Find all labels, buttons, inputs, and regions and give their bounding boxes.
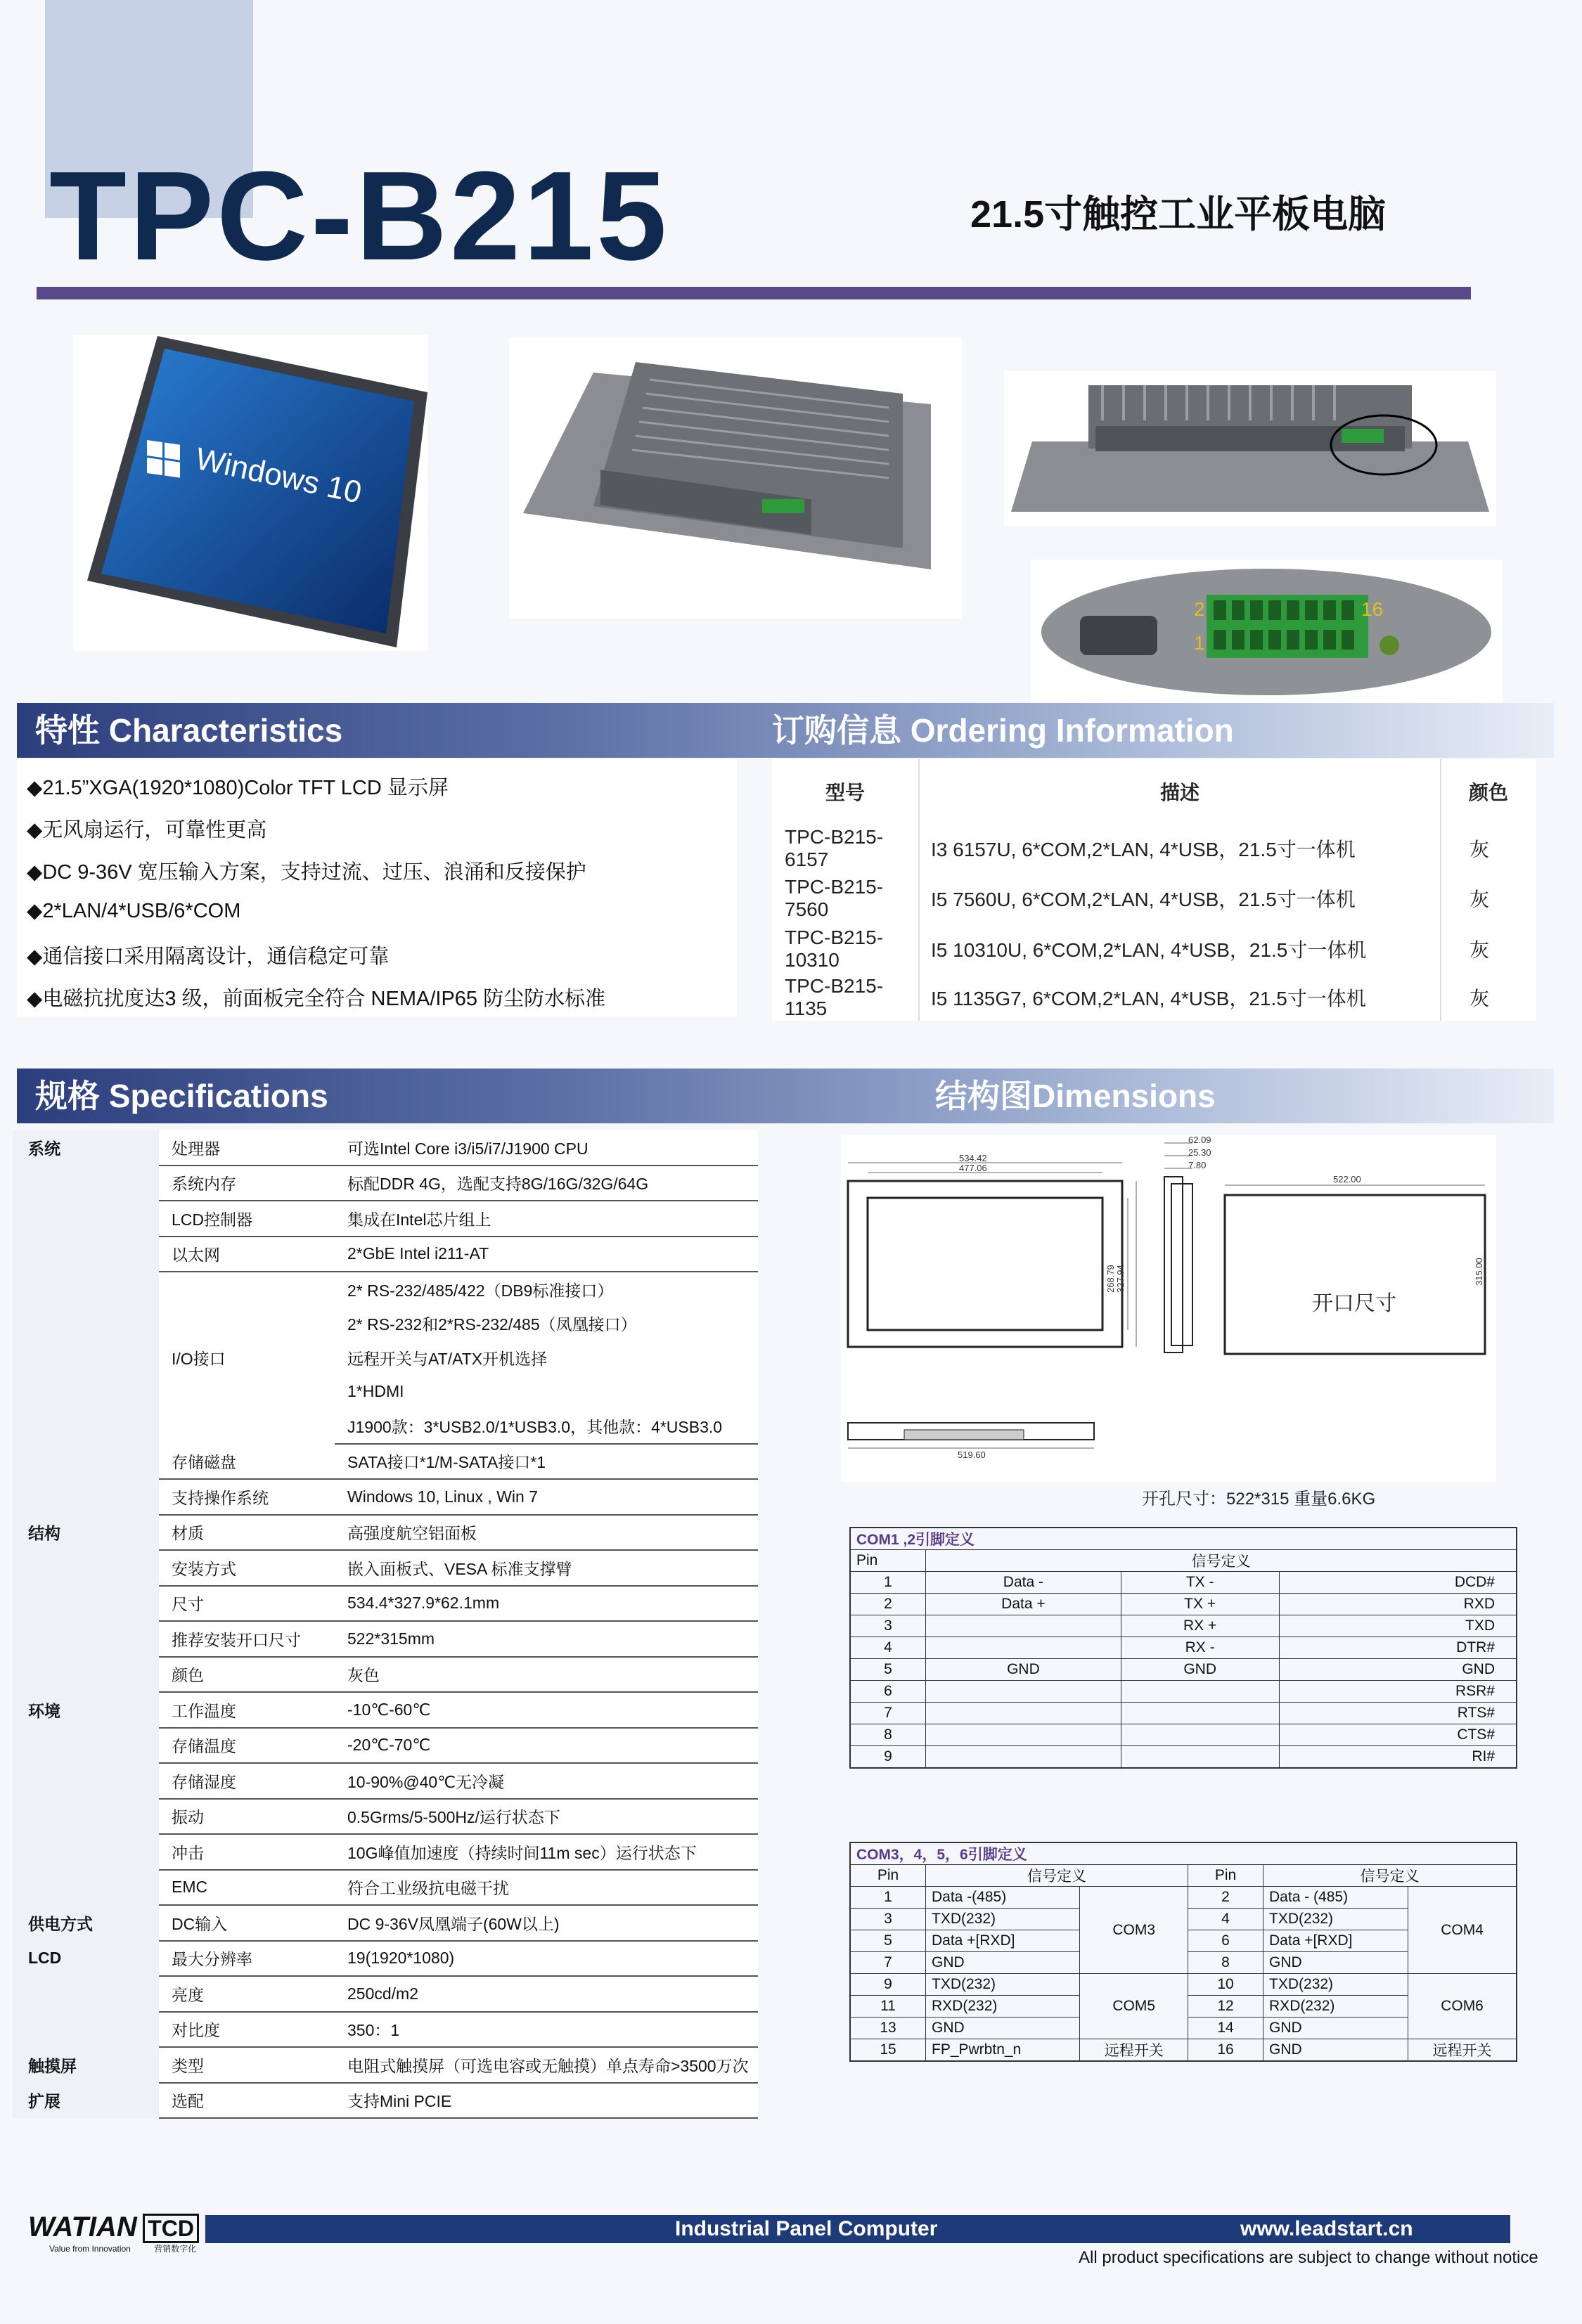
spec-name: 选配	[159, 2083, 335, 2119]
pin-signal: TX -	[1121, 1572, 1279, 1594]
pin-signal: TXD(232)	[1263, 1974, 1408, 1996]
spec-category	[13, 1237, 159, 1272]
table-row	[13, 1550, 758, 1586]
pin-number: 4	[1188, 1909, 1263, 1930]
dimension-drawing	[841, 1135, 1496, 1482]
table-row	[13, 1444, 758, 1480]
pin-signal: DTR#	[1279, 1637, 1517, 1659]
footer-bar	[205, 2215, 1510, 2243]
pin-number: 9	[850, 1746, 926, 1769]
ordering-table-wrap	[772, 759, 1536, 1021]
spec-value: 522*315mm	[335, 1621, 758, 1657]
spec-name: 对比度	[159, 2012, 335, 2048]
terminal-label-16: 16	[1361, 598, 1384, 620]
pin-number: 13	[850, 2018, 926, 2039]
spec-category: 触摸屏	[13, 2047, 159, 2083]
order-desc: I5 7560U, 6*COM,2*LAN, 4*USB，21.5寸一体机	[919, 873, 1441, 924]
table-row	[13, 1763, 758, 1799]
table-row	[13, 1341, 758, 1375]
pin-signal: GND	[926, 1952, 1080, 1974]
pin-number: 2	[1188, 1887, 1263, 1909]
pin-signal: Data -	[926, 1572, 1121, 1594]
char-text: DC 9-36V 宽压输入方案，支持过流、过压、浪涌和反接保护	[42, 861, 586, 884]
table-row	[13, 1237, 758, 1272]
spec-value: 可选Intel Core i3/i5/i7/J1900 CPU	[335, 1130, 758, 1166]
table-row	[850, 2039, 1517, 2062]
pin-signal: GND	[926, 1659, 1121, 1681]
char-item: ◆电磁抗扰度达3 级，前面板完全符合 NEMA/IP65 防尘防水标准	[27, 988, 606, 1010]
table-row	[772, 924, 1536, 974]
table-row	[850, 1703, 1517, 1724]
table-row	[850, 1887, 1517, 1909]
pin-signal: RX -	[1121, 1637, 1279, 1659]
com-group-label: 远程开关	[1408, 2039, 1517, 2062]
spec-value: 10-90%@40℃无冷凝	[335, 1763, 758, 1799]
windows-logo-text: Windows 10	[192, 441, 365, 510]
pin-signal: RXD	[1279, 1594, 1517, 1615]
order-desc: I5 10310U, 6*COM,2*LAN, 4*USB，21.5寸一体机	[919, 924, 1441, 974]
spec-category: LCD	[13, 1941, 159, 1977]
pin-signal	[1121, 1746, 1279, 1769]
pin-signal: TXD(232)	[926, 1974, 1080, 1996]
photo-rear-ports	[1004, 371, 1496, 526]
spec-value: 支持Mini PCIE	[335, 2083, 758, 2119]
com36-pin-table-wrap	[849, 1842, 1517, 2062]
specs-heading: 规格 Specifications	[35, 1078, 328, 1114]
pin-number: 4	[850, 1637, 926, 1659]
spec-value: 10G峰值加速度（持续时间11m sec）运行状态下	[335, 1834, 758, 1870]
spec-name	[159, 1409, 335, 1444]
table-row	[850, 1724, 1517, 1746]
footer-tagline	[49, 2242, 196, 2254]
pin-signal	[926, 1637, 1121, 1659]
order-header-model: 型号	[772, 759, 919, 824]
pin-signal: TXD	[1279, 1615, 1517, 1637]
pin-signal: FP_Pwrbtn_n	[926, 2039, 1080, 2062]
dim-depth-a: 25.30	[1188, 1147, 1211, 1158]
order-header-color: 颜色	[1468, 782, 1508, 803]
spec-category	[13, 1586, 159, 1622]
com36-header-pin-2: Pin	[1188, 1865, 1263, 1887]
photo-terminal-closeup	[1031, 560, 1502, 704]
char-text: 2*LAN/4*USB/6*COM	[42, 900, 241, 922]
spec-value: 高强度航空铝面板	[335, 1515, 758, 1551]
spec-name: 尺寸	[159, 1586, 335, 1622]
spec-name: 冲击	[159, 1834, 335, 1870]
dim-cutout-h: 315.00	[1474, 1258, 1484, 1286]
spec-category	[13, 1479, 159, 1515]
spec-category	[13, 1444, 159, 1480]
char-item: ◆无风扇运行，可靠性更高	[27, 819, 267, 841]
spec-value: 0.5Grms/5-500Hz/运行状态下	[335, 1799, 758, 1835]
table-row	[13, 2047, 758, 2083]
spec-name: 工作温度	[159, 1692, 335, 1728]
com12-header-def: 信号定义	[926, 1550, 1517, 1572]
pin-number: 11	[850, 1996, 926, 2018]
pin-signal: GND	[1263, 2039, 1408, 2062]
table-row	[13, 1409, 758, 1444]
pin-number: 1	[850, 1572, 926, 1594]
com36-title: COM3，4，5，6引脚定义	[850, 1842, 1517, 1865]
spec-value: 1*HDMI	[335, 1375, 758, 1409]
spec-value: -10℃-60℃	[335, 1692, 758, 1728]
spec-category: 扩展	[13, 2083, 159, 2119]
spec-value: 2*GbE Intel i211-AT	[335, 1237, 758, 1272]
char-text: 电磁抗扰度达3 级，前面板完全符合 NEMA/IP65 防尘防水标准	[42, 988, 606, 1010]
spec-value: 标配DDR 4G，选配支持8G/16G/32G/64G	[335, 1166, 758, 1201]
dimensions-caption: 开孔尺寸：522*315 重量6.6KG	[1142, 1490, 1376, 1509]
order-color: 灰	[1470, 939, 1490, 961]
pin-signal: RTS#	[1279, 1703, 1517, 1724]
ordering-table	[772, 759, 1536, 1021]
com-group-label: COM6	[1408, 1974, 1517, 2039]
table-row	[850, 1974, 1517, 1996]
pin-signal	[1121, 1681, 1279, 1703]
spec-category	[13, 1870, 159, 1906]
pin-signal: GND	[1279, 1659, 1517, 1681]
table-row	[850, 1572, 1517, 1594]
pin-signal: TXD(232)	[926, 1909, 1080, 1930]
com-group-label: COM4	[1408, 1887, 1517, 1974]
terminal-label-1: 1	[1194, 632, 1205, 654]
table-row	[772, 824, 1536, 873]
com12-title: COM1 ,2引脚定义	[850, 1528, 1517, 1550]
com12-header-pin: Pin	[850, 1550, 926, 1572]
com36-header-def-2: 信号定义	[1263, 1865, 1517, 1887]
spec-category	[13, 1763, 159, 1799]
spec-name: 材质	[159, 1515, 335, 1551]
spec-value: 250cd/m2	[335, 1976, 758, 2012]
characteristics-list	[17, 759, 737, 1016]
spec-name: 最大分辨率	[159, 1941, 335, 1977]
pin-signal	[926, 1615, 1121, 1637]
pin-signal: Data +	[926, 1594, 1121, 1615]
dim-depth-b: 7.80	[1188, 1160, 1207, 1170]
spec-category	[13, 1657, 159, 1693]
pin-signal: RI#	[1279, 1746, 1517, 1769]
pin-signal	[926, 1746, 1121, 1769]
pin-signal: RXD(232)	[1263, 1996, 1408, 2018]
char-text: 21.5”XGA(1920*1080)Color TFT LCD 显示屏	[42, 777, 449, 799]
dim-height-outer: 327.94	[1115, 1265, 1126, 1293]
spec-category	[13, 1834, 159, 1870]
footer-website-link[interactable]: www.leadstart.cn	[1240, 2217, 1413, 2240]
table-row	[850, 1681, 1517, 1703]
characteristics-heading: 特性 Characteristics	[35, 712, 343, 749]
pin-signal: Data +[RXD]	[1263, 1930, 1408, 1952]
pin-number: 12	[1188, 1996, 1263, 2018]
spec-value: 符合工业级抗电磁干扰	[335, 1870, 758, 1906]
pin-signal: Data -(485)	[926, 1887, 1080, 1909]
char-text: 无风扇运行，可靠性更高	[42, 819, 267, 841]
specs-table	[13, 1130, 758, 2119]
table-row	[13, 1201, 758, 1237]
table-row	[13, 1834, 758, 1870]
pin-signal: GND	[926, 2018, 1080, 2039]
order-desc: I5 1135G7, 6*COM,2*LAN, 4*USB，21.5寸一体机	[919, 974, 1441, 1021]
order-color: 灰	[1470, 839, 1490, 860]
table-row	[13, 1621, 758, 1657]
table-row	[13, 2083, 758, 2119]
table-row	[850, 1746, 1517, 1769]
ordering-heading: 订购信息 Ordering Information	[772, 712, 1234, 749]
footer-tagline-cn: 营销数字化	[154, 2244, 197, 2254]
spec-value: Windows 10, Linux , Win 7	[335, 1479, 758, 1515]
spec-name: I/O接口	[159, 1341, 335, 1375]
com-group-label: 远程开关	[1080, 2039, 1188, 2062]
spec-name: 安装方式	[159, 1550, 335, 1586]
table-row	[13, 1692, 758, 1728]
photo-front-panel	[73, 335, 427, 651]
footer-logo	[28, 2212, 199, 2243]
pin-number: 9	[850, 1974, 926, 1996]
table-row	[13, 1272, 758, 1307]
pin-number: 3	[850, 1615, 926, 1637]
pin-signal: Data - (485)	[1263, 1887, 1408, 1909]
spec-category	[13, 1307, 159, 1341]
dim-height-inner: 268.79	[1105, 1265, 1116, 1293]
spec-name: 存储湿度	[159, 1763, 335, 1799]
spec-name: 亮度	[159, 1976, 335, 2012]
table-row	[772, 974, 1536, 1021]
table-row	[13, 1657, 758, 1693]
spec-name: 颜色	[159, 1657, 335, 1693]
spec-category	[13, 1550, 159, 1586]
order-header-desc: 描述	[919, 759, 1441, 824]
order-color: 灰	[1470, 988, 1490, 1009]
table-row	[13, 1905, 758, 1941]
spec-category	[13, 1799, 159, 1835]
spec-value: 19(1920*1080)	[335, 1941, 758, 1977]
spec-value: DC 9-36V凤凰端子(60W以上)	[335, 1905, 758, 1941]
spec-category	[13, 1341, 159, 1375]
pin-signal: TX +	[1121, 1594, 1279, 1615]
spec-value: -20℃-70℃	[335, 1728, 758, 1764]
pin-number: 6	[850, 1681, 926, 1703]
product-subtitle: 21.5寸触控工业平板电脑	[970, 193, 1387, 235]
spec-category	[13, 1201, 159, 1237]
pin-number: 8	[850, 1724, 926, 1746]
pin-number: 16	[1188, 2039, 1263, 2062]
dim-front-width: 534.42	[959, 1153, 987, 1163]
char-item: ◆21.5”XGA(1920*1080)Color TFT LCD 显示屏	[27, 777, 449, 799]
pin-signal: RX +	[1121, 1615, 1279, 1637]
cutout-label: 开口尺寸	[1312, 1292, 1396, 1315]
table-row	[850, 1615, 1517, 1637]
pin-signal	[1121, 1703, 1279, 1724]
spec-name: 类型	[159, 2047, 335, 2083]
order-model: TPC-B215-6157	[772, 824, 919, 873]
table-row	[772, 873, 1536, 924]
dim-bottom-width: 519.60	[958, 1450, 986, 1460]
spec-category: 供电方式	[13, 1905, 159, 1941]
spec-category: 环境	[13, 1692, 159, 1728]
spec-name: 处理器	[159, 1130, 335, 1166]
spec-category: 结构	[13, 1515, 159, 1551]
pin-signal: GND	[1121, 1659, 1279, 1681]
spec-value: 2* RS-232和2*RS-232/485（凤凰接口）	[335, 1307, 758, 1341]
pin-signal	[926, 1681, 1121, 1703]
spec-name: 推荐安装开口尺寸	[159, 1621, 335, 1657]
spec-value: SATA接口*1/M-SATA接口*1	[335, 1444, 758, 1480]
specs-table-wrap	[13, 1130, 758, 2119]
spec-name: 振动	[159, 1799, 335, 1835]
spec-name	[159, 1375, 335, 1409]
spec-value: 集成在Intel芯片组上	[335, 1201, 758, 1237]
table-row	[850, 1594, 1517, 1615]
order-model: TPC-B215-1135	[772, 974, 919, 1021]
dim-depth-total: 62.09	[1188, 1135, 1211, 1145]
specs-heading-bar	[17, 1069, 1554, 1123]
com36-header-def: 信号定义	[926, 1865, 1188, 1887]
pin-signal: Data +[RXD]	[926, 1930, 1080, 1952]
pin-number: 5	[850, 1930, 926, 1952]
table-row	[13, 1799, 758, 1835]
product-model: TPC-B215	[49, 146, 670, 287]
com36-header-pin: Pin	[850, 1865, 926, 1887]
char-item: ◆通信接口采用隔离设计，通信稳定可靠	[27, 945, 390, 968]
spec-category	[13, 1272, 159, 1307]
spec-category	[13, 1166, 159, 1201]
table-row	[13, 1941, 758, 1977]
spec-category	[13, 2012, 159, 2048]
char-item: ◆DC 9-36V 宽压输入方案，支持过流、过压、浪涌和反接保护	[27, 861, 586, 884]
spec-value: 电阻式触摸屏（可选电容或无触摸）单点寿命>3500万次	[335, 2047, 758, 2083]
footer-product: Industrial Panel Computer	[675, 2217, 938, 2240]
table-row	[13, 1728, 758, 1764]
char-text: 通信接口采用隔离设计，通信稳定可靠	[42, 945, 390, 968]
table-row	[13, 1976, 758, 2012]
pin-number: 6	[1188, 1930, 1263, 1952]
spec-name: 系统内存	[159, 1166, 335, 1201]
char-item: ◆2*LAN/4*USB/6*COM	[27, 900, 241, 922]
spec-name: 以太网	[159, 1237, 335, 1272]
table-row	[13, 1166, 758, 1201]
table-row	[850, 1637, 1517, 1659]
spec-name: LCD控制器	[159, 1201, 335, 1237]
pin-number: 7	[850, 1703, 926, 1724]
pin-signal: RXD(232)	[926, 1996, 1080, 2018]
pin-signal: GND	[1263, 1952, 1408, 1974]
pin-signal: RSR#	[1279, 1681, 1517, 1703]
spec-name: EMC	[159, 1870, 335, 1906]
photo-rear-angle	[509, 337, 962, 619]
table-row	[850, 1659, 1517, 1681]
header-divider	[37, 287, 1471, 299]
spec-name	[159, 1307, 335, 1341]
footer-notice: All product specifications are subject to change without notice	[1079, 2248, 1538, 2267]
order-model: TPC-B215-10310	[772, 924, 919, 974]
spec-value: 灰色	[335, 1657, 758, 1693]
com36-pin-table	[849, 1842, 1517, 2062]
pin-number: 14	[1188, 2018, 1263, 2039]
spec-value: 534.4*327.9*62.1mm	[335, 1586, 758, 1622]
spec-value: 350：1	[335, 2012, 758, 2048]
spec-name: DC输入	[159, 1905, 335, 1941]
pin-signal	[926, 1703, 1121, 1724]
spec-value: 远程开关与AT/ATX开机选择	[335, 1341, 758, 1375]
table-row	[13, 1870, 758, 1906]
table-row	[13, 1479, 758, 1515]
spec-category	[13, 1976, 159, 2012]
pin-signal	[1121, 1724, 1279, 1746]
pin-signal: CTS#	[1279, 1724, 1517, 1746]
spec-name: 存储磁盘	[159, 1444, 335, 1480]
order-desc: I3 6157U, 6*COM,2*LAN, 4*USB，21.5寸一体机	[919, 824, 1441, 873]
pin-number: 15	[850, 2039, 926, 2062]
pin-number: 10	[1188, 1974, 1263, 1996]
spec-name: 存储温度	[159, 1728, 335, 1764]
pin-number: 8	[1188, 1952, 1263, 1974]
order-color: 灰	[1470, 889, 1490, 910]
dim-inner-width: 477.06	[959, 1163, 987, 1173]
dim-cutout-w: 522.00	[1333, 1174, 1361, 1184]
com-group-label: COM5	[1080, 1974, 1188, 2039]
spec-category: 系统	[13, 1130, 159, 1166]
com-group-label: COM3	[1080, 1887, 1188, 1974]
table-row	[13, 1130, 758, 1166]
spec-value: 2* RS-232/485/422（DB9标准接口）	[335, 1272, 758, 1307]
pin-signal: GND	[1263, 2018, 1408, 2039]
com12-pin-table	[849, 1527, 1517, 1769]
com12-pin-table-wrap	[849, 1527, 1517, 1769]
spec-category	[13, 1409, 159, 1444]
table-row	[13, 1586, 758, 1622]
spec-category	[13, 1375, 159, 1409]
spec-name	[159, 1272, 335, 1307]
table-row	[13, 1307, 758, 1341]
footer-tagline-en: Value from Innovation	[49, 2244, 131, 2254]
pin-signal: TXD(232)	[1263, 1909, 1408, 1930]
spec-category	[13, 1621, 159, 1657]
table-row	[13, 1375, 758, 1409]
pin-signal: DCD#	[1279, 1572, 1517, 1594]
footer-logo-mark: TCD	[143, 2214, 199, 2243]
spec-name: 支持操作系统	[159, 1479, 335, 1515]
pin-number: 5	[850, 1659, 926, 1681]
terminal-label-2: 2	[1194, 598, 1205, 620]
pin-number: 7	[850, 1952, 926, 1974]
pin-number: 1	[850, 1887, 926, 1909]
spec-value: J1900款：3*USB2.0/1*USB3.0，其他款：4*USB3.0	[335, 1409, 758, 1444]
pin-number: 3	[850, 1909, 926, 1930]
order-model: TPC-B215-7560	[772, 873, 919, 924]
pin-number: 2	[850, 1594, 926, 1615]
pin-signal	[926, 1724, 1121, 1746]
spec-value: 嵌入面板式、VESA 标准支撑臂	[335, 1550, 758, 1586]
table-row	[13, 2012, 758, 2048]
footer-logo-text: WATIAN	[28, 2212, 137, 2242]
dimensions-heading: 结构图Dimensions	[935, 1078, 1216, 1114]
table-row	[13, 1515, 758, 1551]
spec-category	[13, 1728, 159, 1764]
